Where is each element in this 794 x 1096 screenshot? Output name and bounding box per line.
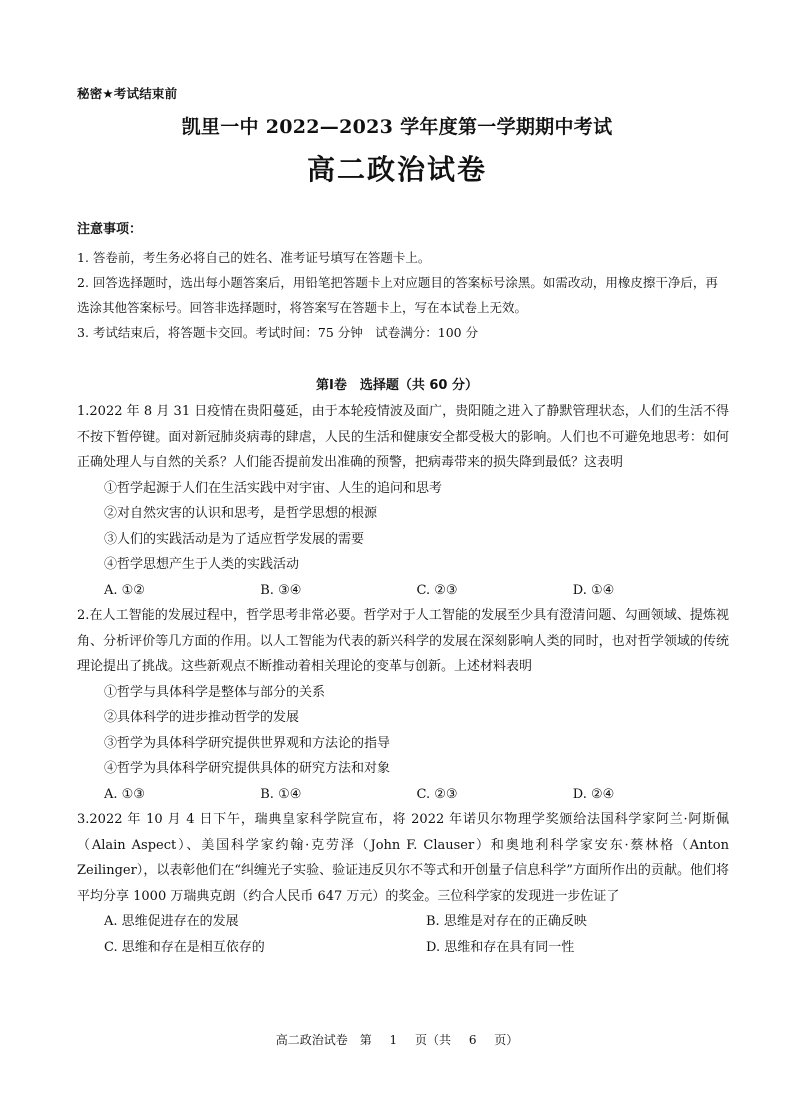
statement-item: ③人们的实践活动是为了适应哲学发展的需要 — [104, 531, 365, 547]
answer-options — [77, 909, 729, 960]
instructions-heading: 注意事项： — [77, 222, 143, 237]
subject-title: 高二政治试卷 — [306, 153, 487, 186]
statement-item: ①哲学与具体科学是整体与部分的关系 — [104, 684, 326, 700]
option-c: C. ②③ — [416, 786, 458, 802]
option-a: A. 思维促进存在的发展 — [104, 914, 239, 929]
statement-item: ③哲学为具体科学研究提供世界观和方法论的指导 — [104, 735, 391, 751]
question-stem: 1.2022 年 8 月 31 日疫情在贵阳蔓延，由于本轮疫情波及面广，贵阳随之进入了静默管理状态，人们的生活不得不按下暂停键。面对新冠肺炎病毒的肆虐，人民的生活和健康安全都受极大的影响。人们也不可避免地思考：如何正确处理人与自然的关系？人们能否提前发出准确的预警，把病毒带来的损失降到最低？这表明 — [77, 404, 729, 470]
question-stem: 3.2022 年 10 月 4 日下午，瑞典皇家科学院宣布，将 2022 年诺贝尔物理学奖颁给法国科学家阿兰·阿斯佩（Alain Aspect）、美国科学家约翰·克劳泽（John F. Clauser）和奥地利科学家安东·蔡林格（Anton Zeilinger），以表彰他们在“纠缠光子实验、验证违反贝尔不等式和开创量子信息科学”方面所作出的贡献。他们将平均分享 1000 万瑞典克朗（约合人民币 647 万元）的奖金。三位科学家的发现进一步佐证了 — [77, 812, 729, 904]
option-d: D. ①④ — [572, 582, 615, 598]
question-1 — [77, 399, 729, 603]
statement-item: ④哲学思想产生于人类的实践活动 — [104, 557, 300, 572]
instruction-item: 3. 考试结束后，将答题卡交回。考试时间：75 分钟 试卷满分：100 分 — [77, 325, 479, 340]
exam-title: 凯里一中 2022—2023 学年度第一学期期中考试 — [181, 116, 613, 138]
statement-item: ①哲学起源于人们在生活实践中对宇宙、人生的追问和思考 — [104, 480, 443, 496]
instructions-block — [77, 218, 727, 345]
option-c: C. 思维和存在是相互依存的 — [104, 939, 265, 955]
option-b: B. ①④ — [260, 786, 302, 802]
confidential-mark: 秘密★考试结束前 — [77, 86, 178, 101]
option-b: B. 思维是对存在的正确反映 — [426, 914, 587, 929]
instruction-item: 1. 答卷前，考生务必将自己的姓名、准考证号填写在答题卡上。 — [77, 250, 431, 265]
option-d: D. 思维和存在具有同一性 — [426, 939, 575, 955]
question-2 — [77, 603, 729, 807]
section-heading: 第Ⅰ卷 选择题（共 60 分） — [316, 378, 478, 393]
question-3 — [77, 807, 729, 960]
statement-item: ②对自然灾害的认识和思考，是哲学思想的根源 — [104, 506, 378, 521]
answer-options — [77, 782, 729, 808]
answer-options — [77, 578, 729, 604]
option-d: D. ②④ — [572, 786, 615, 802]
question-stem: 2.在人工智能的发展过程中，哲学思考非常必要。哲学对于人工智能的发展至少具有澄清问题、勾画领域、提炼视角、分析评价等几方面的作用。以人工智能为代表的新兴科学的发展在深刻影响人类的同时，也对哲学领域的传统理论提出了挑战。这些新观点不断推动着相关理论的变革与创新。上述材料表明 — [77, 608, 729, 674]
option-c: C. ②③ — [416, 582, 458, 598]
option-a: A. ①② — [104, 582, 145, 598]
question-list — [77, 399, 729, 960]
page-footer: 高二政治试卷 第 1 页（共 6 页） — [275, 1033, 519, 1047]
option-b: B. ③④ — [260, 582, 302, 598]
option-a: A. ①③ — [104, 786, 145, 802]
statement-item: ②具体科学的进步推动哲学的发展 — [104, 710, 300, 725]
statement-item: ④哲学为具体科学研究提供具体的研究方法和对象 — [104, 761, 391, 776]
instruction-item: 2. 回答选择题时，选出每小题答案后，用铅笔把答题卡上对应题目的答案标号涂黑。如需改动，用橡皮擦干净后，再选涂其他答案标号。回答非选择题时，将答案写在答题卡上，写在本试卷上无效。 — [77, 275, 718, 315]
